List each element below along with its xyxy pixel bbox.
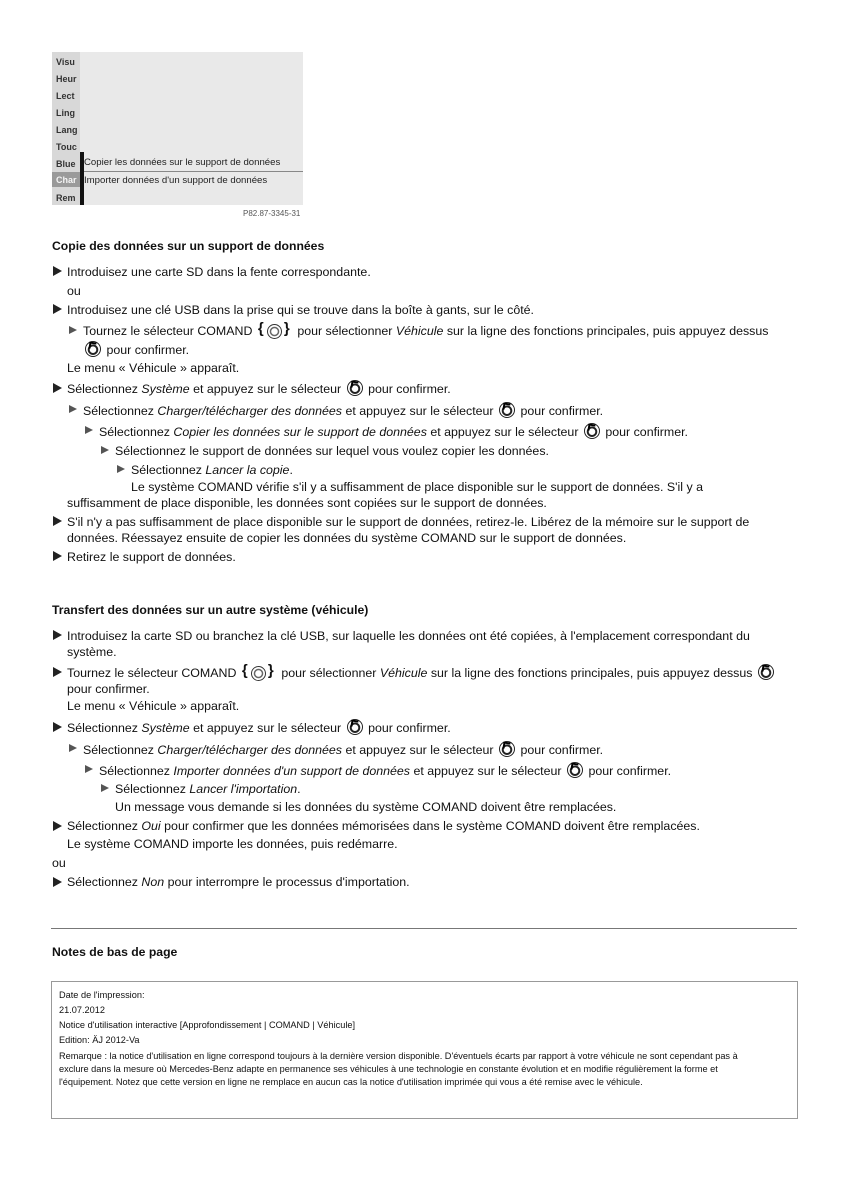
text-span: sur la ligne des fonctions principales, puis appuyez dessus — [446, 324, 769, 338]
text-span: Sélectionnez — [67, 875, 138, 889]
bullet-icon — [101, 784, 109, 792]
print-info-box — [51, 981, 798, 1119]
instruction-line: S'il n'y a pas suffisamment de place disponible sur le support de données, retirez-le. Libérez de la mémoire sur le support de — [67, 515, 750, 529]
text-span: pour confirmer. — [588, 764, 672, 778]
sidebar-item-selected: Char — [52, 172, 80, 187]
instruction-line: Introduisez une carte SD dans la fente correspondante. — [67, 265, 371, 279]
bullet-icon — [85, 765, 93, 773]
screenshot-sidebar — [52, 52, 80, 205]
divider — [51, 928, 797, 929]
bullet-icon — [53, 630, 62, 640]
press-controller-icon — [758, 664, 774, 680]
press-controller-icon — [584, 423, 600, 439]
bullet-icon — [69, 405, 77, 413]
bullet-icon — [69, 744, 77, 752]
sidebar-item: Lect — [56, 91, 75, 101]
screenshot-option-import: Importer données d'un support de données — [84, 175, 268, 186]
instruction-line — [83, 341, 189, 358]
print-date-label: Date de l'impression: — [59, 990, 145, 1000]
text-span: Tournez le sélecteur COMAND — [83, 324, 253, 338]
sidebar-item: Heur — [56, 74, 77, 84]
instruction-line: données. Réessayez ensuite de copier les données du système COMAND sur le support de données. — [67, 531, 627, 545]
remark: Remarque : la notice d'utilisation en ligne correspond toujours à la dernière version disponible. D'éventuels écarts par rapport à votre véhicule ne sont cependant pas à exclure dans la mesure où Mercedes-Benz adapte en permanence ses véhicules à une technologie en constante évolution et en modifie régulièrement la forme et l'équipement. Notez que cette version en ligne ne remplace en aucun cas la notice d'utilisation imprimée qui vous a été remise avec le véhicule. — [59, 1051, 738, 1087]
text-span: pour confirmer que les données mémorisées dans le système COMAND doivent être remplacées. — [164, 819, 700, 833]
bullet-icon — [101, 446, 109, 454]
instruction-line: ou — [67, 284, 81, 298]
text-span: pour confirmer. — [605, 425, 688, 439]
text-span: pour sélectionner — [281, 666, 377, 680]
text-span: Sélectionnez — [83, 404, 154, 418]
instruction-line: Retirez le support de données. — [67, 550, 236, 564]
bullet-icon — [53, 722, 62, 732]
press-controller-icon — [499, 402, 515, 418]
text-span: pour confirmer. — [368, 721, 451, 735]
instruction-line: Sélectionnez le support de données sur lequel vous voulez copier les données. — [115, 444, 549, 458]
rotary-controller-icon: { } — [241, 662, 274, 679]
bullet-icon — [53, 516, 62, 526]
instruction-line — [83, 320, 769, 339]
comand-screenshot — [52, 52, 303, 205]
instruction-line: Le menu « Véhicule » apparaît. — [67, 361, 240, 375]
text-span: Sélectionnez — [67, 721, 138, 735]
text-span: sur la ligne des fonctions principales, puis appuyez dessus — [430, 666, 753, 680]
instruction-line — [83, 741, 603, 758]
press-controller-icon — [85, 341, 101, 357]
text-span: Sélectionnez — [99, 764, 170, 778]
bullet-icon — [85, 426, 93, 434]
rotary-controller-icon: { } — [257, 320, 290, 337]
text-span: Tournez le sélecteur COMAND — [67, 666, 237, 680]
instruction-line — [67, 818, 700, 834]
screenshot-option-copy: Copier les données sur le support de données — [84, 155, 303, 172]
instruction-line: Le système COMAND importe les données, puis redémarre. — [67, 837, 398, 851]
press-controller-icon — [347, 719, 363, 735]
menu-term: Système — [141, 382, 190, 396]
text-span: Sélectionnez — [115, 782, 186, 796]
text-span: Sélectionnez — [67, 819, 138, 833]
footnotes-heading: Notes de bas de page — [52, 945, 178, 959]
text-span: Sélectionnez — [99, 425, 170, 439]
edition: Edition: ÄJ 2012-Va — [59, 1035, 140, 1045]
instruction-line: pour confirmer. — [67, 682, 150, 696]
instruction-line: Introduisez la carte SD ou branchez la clé USB, sur laquelle les données ont été copiées, à l'emplacement correspondant du — [67, 629, 750, 643]
menu-term: Lancer l'importation — [189, 782, 298, 796]
instruction-line: suffisamment de place disponible, les données sont copiées sur le support de données. — [67, 496, 547, 510]
bullet-icon — [53, 383, 62, 393]
instruction-line: Le menu « Véhicule » apparaît. — [67, 699, 240, 713]
text-span: pour confirmer. — [520, 743, 604, 757]
section-heading-copy: Copie des données sur un support de données — [52, 239, 325, 253]
text-span: Sélectionnez — [131, 463, 202, 477]
instruction-line: ou — [52, 856, 66, 870]
print-date: 21.07.2012 — [59, 1005, 105, 1015]
instruction-line — [67, 380, 451, 397]
menu-term: Oui — [141, 819, 161, 833]
instruction-line: système. — [67, 645, 117, 659]
instruction-line — [131, 462, 293, 478]
text-span: Sélectionnez — [67, 382, 138, 396]
bullet-icon — [53, 551, 62, 561]
sidebar-item: Rem — [56, 193, 76, 203]
sidebar-item: Blue — [56, 159, 76, 169]
text-span: Sélectionnez — [83, 743, 154, 757]
bullet-icon — [117, 465, 125, 473]
text-span: pour sélectionner — [297, 324, 393, 338]
sidebar-item: Ling — [56, 108, 75, 118]
press-controller-icon — [567, 762, 583, 778]
menu-term: Système — [141, 721, 190, 735]
bullet-icon — [53, 667, 62, 677]
text-span: pour confirmer. — [106, 343, 190, 357]
bullet-icon — [53, 821, 62, 831]
menu-term: Non — [141, 875, 165, 889]
bullet-icon — [53, 877, 62, 887]
figure-code: P82.87-3345-31 — [243, 209, 301, 218]
sidebar-item: Touc — [56, 142, 77, 152]
notice-title: Notice d'utilisation interactive [Approfondissement | COMAND | Véhicule] — [59, 1020, 356, 1030]
menu-term: Véhicule — [379, 666, 428, 680]
menu-term: Véhicule — [395, 324, 444, 338]
sidebar-item: Lang — [56, 125, 78, 135]
text-span: et appuyez sur le sélecteur — [413, 764, 562, 778]
sidebar-item: Visu — [56, 57, 75, 67]
instruction-line — [67, 664, 776, 681]
instruction-line — [99, 423, 688, 440]
text-span: . — [289, 463, 293, 477]
instruction-line — [67, 719, 451, 736]
menu-term: Charger/télécharger des données — [157, 743, 343, 757]
instruction-line — [115, 781, 301, 797]
text-span: et appuyez sur le sélecteur — [193, 721, 342, 735]
instruction-line — [67, 874, 410, 890]
instruction-line — [99, 762, 671, 779]
instruction-line: Le système COMAND vérifie s'il y a suffisamment de place disponible sur le support de données. S'il y a — [131, 480, 703, 494]
menu-term: Importer données d'un support de données — [173, 764, 410, 778]
text-span: et appuyez sur le sélecteur — [193, 382, 342, 396]
instruction-line — [83, 402, 603, 419]
section-heading-transfer: Transfert des données sur un autre système (véhicule) — [52, 603, 369, 617]
text-span: pour confirmer. — [520, 404, 604, 418]
text-span: pour interrompre le processus d'importation. — [167, 875, 410, 889]
text-span: et appuyez sur le sélecteur — [430, 425, 579, 439]
menu-term: Copier les données sur le support de données — [173, 425, 427, 439]
bullet-icon — [53, 266, 62, 276]
text-span: . — [297, 782, 301, 796]
press-controller-icon — [499, 741, 515, 757]
text-span: et appuyez sur le sélecteur — [345, 743, 494, 757]
instruction-line: Introduisez une clé USB dans la prise qui se trouve dans la boîte à gants, sur le côté. — [67, 303, 534, 317]
text-span: pour confirmer. — [368, 382, 451, 396]
text-span: et appuyez sur le sélecteur — [345, 404, 494, 418]
menu-term: Lancer la copie — [205, 463, 290, 477]
bullet-icon — [69, 326, 77, 334]
menu-term: Charger/télécharger des données — [157, 404, 343, 418]
bullet-icon — [53, 304, 62, 314]
press-controller-icon — [347, 380, 363, 396]
instruction-line: Un message vous demande si les données du système COMAND doivent être remplacées. — [115, 800, 617, 814]
